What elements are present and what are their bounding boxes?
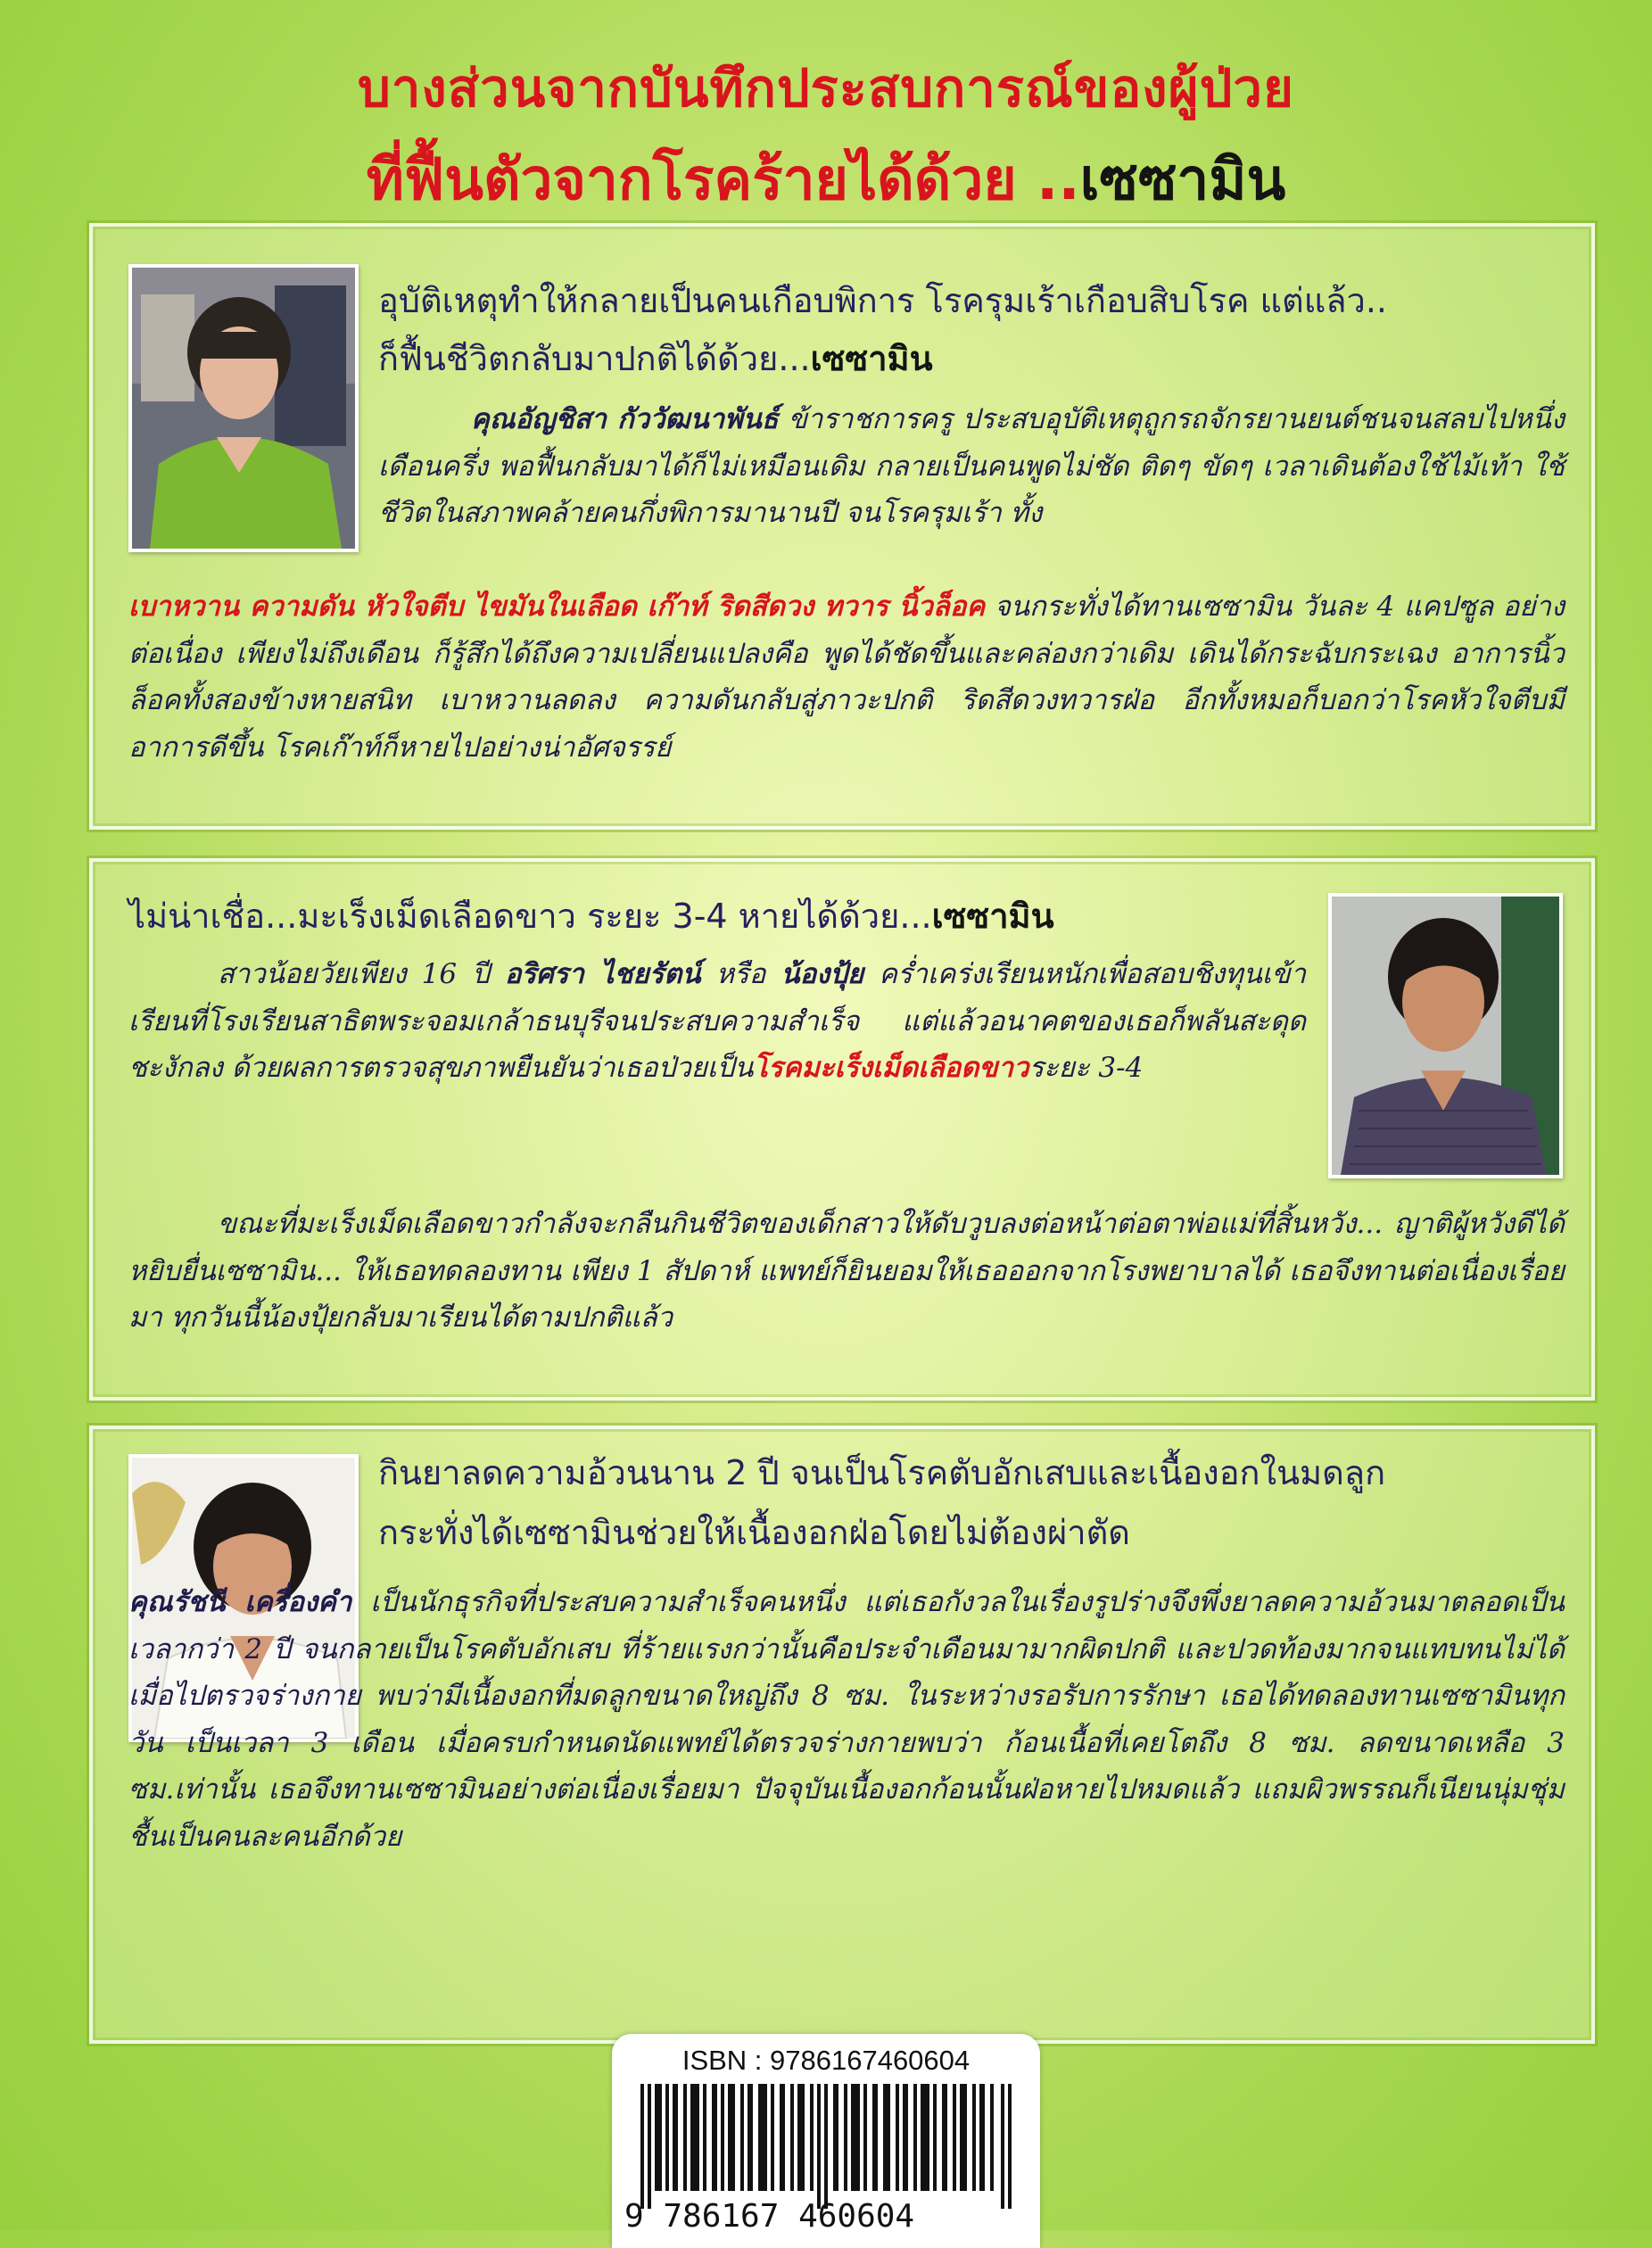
story-2-nickname: น้องปุ้ย <box>781 958 864 990</box>
story-2-body <box>128 951 1306 1092</box>
isbn-label: ISBN : 9786167460604 <box>681 2045 971 2076</box>
story-2-text-c: ระยะ 3-4 <box>1028 1052 1144 1084</box>
headline-brand: เซซามิน <box>1079 147 1286 213</box>
story-2-title <box>128 888 1054 944</box>
story-1-text-b: จนกระทั่งได้ทานเซซามิน วันละ 4 แคปซูล อย่างต่อเนื่อง เพียงไม่ถึงเดือน ก็รู้สึกได้ถึงความเปลี่ยนแปลงคือ พูดได้ชัดขึ้นและคล่องกว่าเดิม เดินได้กระฉับกระเฉง อาการนิ้วล็อคทั้งสองข้างหายสนิท เบาหวานลดลง ความดันกลับสู่ภาวะปกติ ริดสีดวงทวารฝ่อ อีกทั้งหมอก็บอกว่าโรคหัวใจตีบมีอาการดีขึ้น โรคเก๊าท์ก็หายไปอย่างน่าอัศจรรย์ <box>128 591 1565 764</box>
story-3-title-line-2: กระทั่งได้เซซามินช่วยให้เนื้องอกฝ่อโดยไม่ต้องผ่าตัด <box>378 1513 1130 1552</box>
story-box-2 <box>89 858 1595 1401</box>
story-2-text-or: หรือ <box>700 958 781 990</box>
headline-line-2-text: ที่ฟื้นตัวจากโรคร้ายได้ด้วย .. <box>366 147 1080 213</box>
story-2-para-2: ขณะที่มะเร็งเม็ดเลือดขาวกำลังจะกลืนกินชีวิตของเด็กสาวให้ดับวูบลงต่อหน้าต่อตาพ่อแม่ที่สิ้นหวัง... ญาติผู้หวังดีได้หยิบยื่นเซซามิน... ให้เธอทดลองทาน เพียง 1 สัปดาห์ แพทย์ก็ยินยอมให้เธอออกจากโรงพยาบาลได้ เธอจึงทานต่อเนื่องเรื่อยมา ทุกวันนี้น้องปุ้ยกลับมาเรียนได้ตามปกติแล้ว <box>128 1208 1565 1334</box>
story-2-title-brand: เซซามิน <box>931 897 1054 936</box>
story-2-text-b: คร่ำเคร่งเรียนหนักเพื่อสอบชิงทุนเข้าเรียนที่โรงเรียนสาธิตพระจอมเกล้าธนบุรีจนประสบความสำเร็จ แต่แล้วอนาคตของเธอก็พลันสะดุดชะงักลง ด้วยผลการตรวจสุขภาพยืนยันว่าเธอป่วยเป็น <box>128 958 1306 1084</box>
story-1-text-a: ข้าราชการครู ประสบอุบัติเหตุถูกรถจักรยานยนต์ชนจนสลบไปหนึ่งเดือนครึ่ง พอฟื้นกลับมาได้ก็ไม่เหมือนเดิม กลายเป็นคนพูดไม่ชัด ติดๆ ขัดๆ เวลาเดินต้องใช้ไม้เท้า ใช้ชีวิตในสภาพคล้ายคนกึ่งพิการมานานปี จนโรครุมเร้า ทั้ง <box>378 403 1565 529</box>
story-1-title-brand: เซซามิน <box>810 339 933 378</box>
headline-line-1: บางส่วนจากบันทึกประสบการณ์ของผู้ป่วย <box>358 58 1294 119</box>
barcode-digits: 9 786167 460604 <box>624 2198 915 2235</box>
story-1-body-bottom <box>128 583 1565 771</box>
barcode-bars <box>640 2084 1015 2209</box>
story-2-title-text: ไม่น่าเชื่อ...มะเร็งเม็ดเลือดขาว ระยะ 3-4 หายได้ด้วย... <box>128 897 932 936</box>
story-2-disease: โรคมะเร็งเม็ดเลือดขาว <box>753 1052 1029 1084</box>
portrait-girl-image <box>1332 897 1559 1175</box>
story-1-title-line-2-text: ก็ฟื้นชีวิตกลับมาปกติได้ด้วย... <box>378 339 811 378</box>
story-1-title-line-1: อุบัติเหตุทำให้กลายเป็นคนเกือบพิการ โรครุมเร้าเกือบสิบโรค แต่แล้ว.. <box>378 281 1387 320</box>
story-1-body-top <box>378 396 1565 530</box>
story-2-text-a: สาวน้อยวัยเพียง 16 ปี <box>218 958 505 990</box>
photo-story-1 <box>128 264 359 552</box>
photo-story-2 <box>1328 893 1563 1178</box>
story-2-person-name: อริศรา ไชยรัตน์ <box>504 958 701 990</box>
story-3-body <box>128 1579 1565 1860</box>
story-1-title-line-2 <box>378 331 933 386</box>
story-3-text: เป็นนักธุรกิจที่ประสบความสำเร็จคนหนึ่ง แต่เธอกังวลในเรื่องรูปร่างจึงพึ่งยาลดความอ้วนมาตลอดเป็นเวลากว่า 2 ปี จนกลายเป็นโรคตับอักเสบ ที่ร้ายแรงกว่านั้นคือประจำเดือนมามากผิดปกติ และปวดท้องมากจนแทบทนไม่ได้ เมื่อไปตรวจร่างกาย พบว่ามีเนื้องอกที่มดลูกขนาดใหญ่ถึง 8 ซม. ในระหว่างรอรับการรักษา เธอได้ทดลองทานเซซามินทุกวัน เป็นเวลา 3 เดือน เมื่อครบกำหนดนัดแพทย์ได้ตรวจร่างกายพบว่า ก้อนเนื้อที่เคยโตถึง 8 ซม. ลดขนาดเหลือ 3 ซม.เท่านั้น เธอจึงทานเซซามินอย่างต่อเนื่องเรื่อยมา ปัจจุบันเนื้องอกก้อนนั้นฝ่อหายไปหมดแล้ว แถมผิวพรรณก็เนียนนุ่มชุ่มชื้นเป็นคนละคนอีกด้วย <box>128 1586 1565 1853</box>
headline-line-2 <box>0 134 1652 225</box>
story-1-diseases: เบาหวาน ความดัน หัวใจตีบ ไขมันในเลือด เก๊าท์ ริดสีดวง ทวาร นิ้วล็อค <box>128 591 986 623</box>
story-box-1 <box>89 223 1595 830</box>
isbn-barcode-card <box>612 2034 1040 2248</box>
story-3-title-line-1: กินยาลดความอ้วนนาน 2 ปี จนเป็นโรคตับอักเสบและเนื้องอกในมดลูก <box>378 1453 1386 1492</box>
portrait-woman-1-image <box>132 268 355 549</box>
story-3-person-name: คุณรัชนี เครื่องคำ <box>128 1586 352 1618</box>
story-box-3 <box>89 1426 1595 2044</box>
story-1-person-name: คุณอัญชิสา กัววัฒนาพันธ์ <box>471 403 779 435</box>
